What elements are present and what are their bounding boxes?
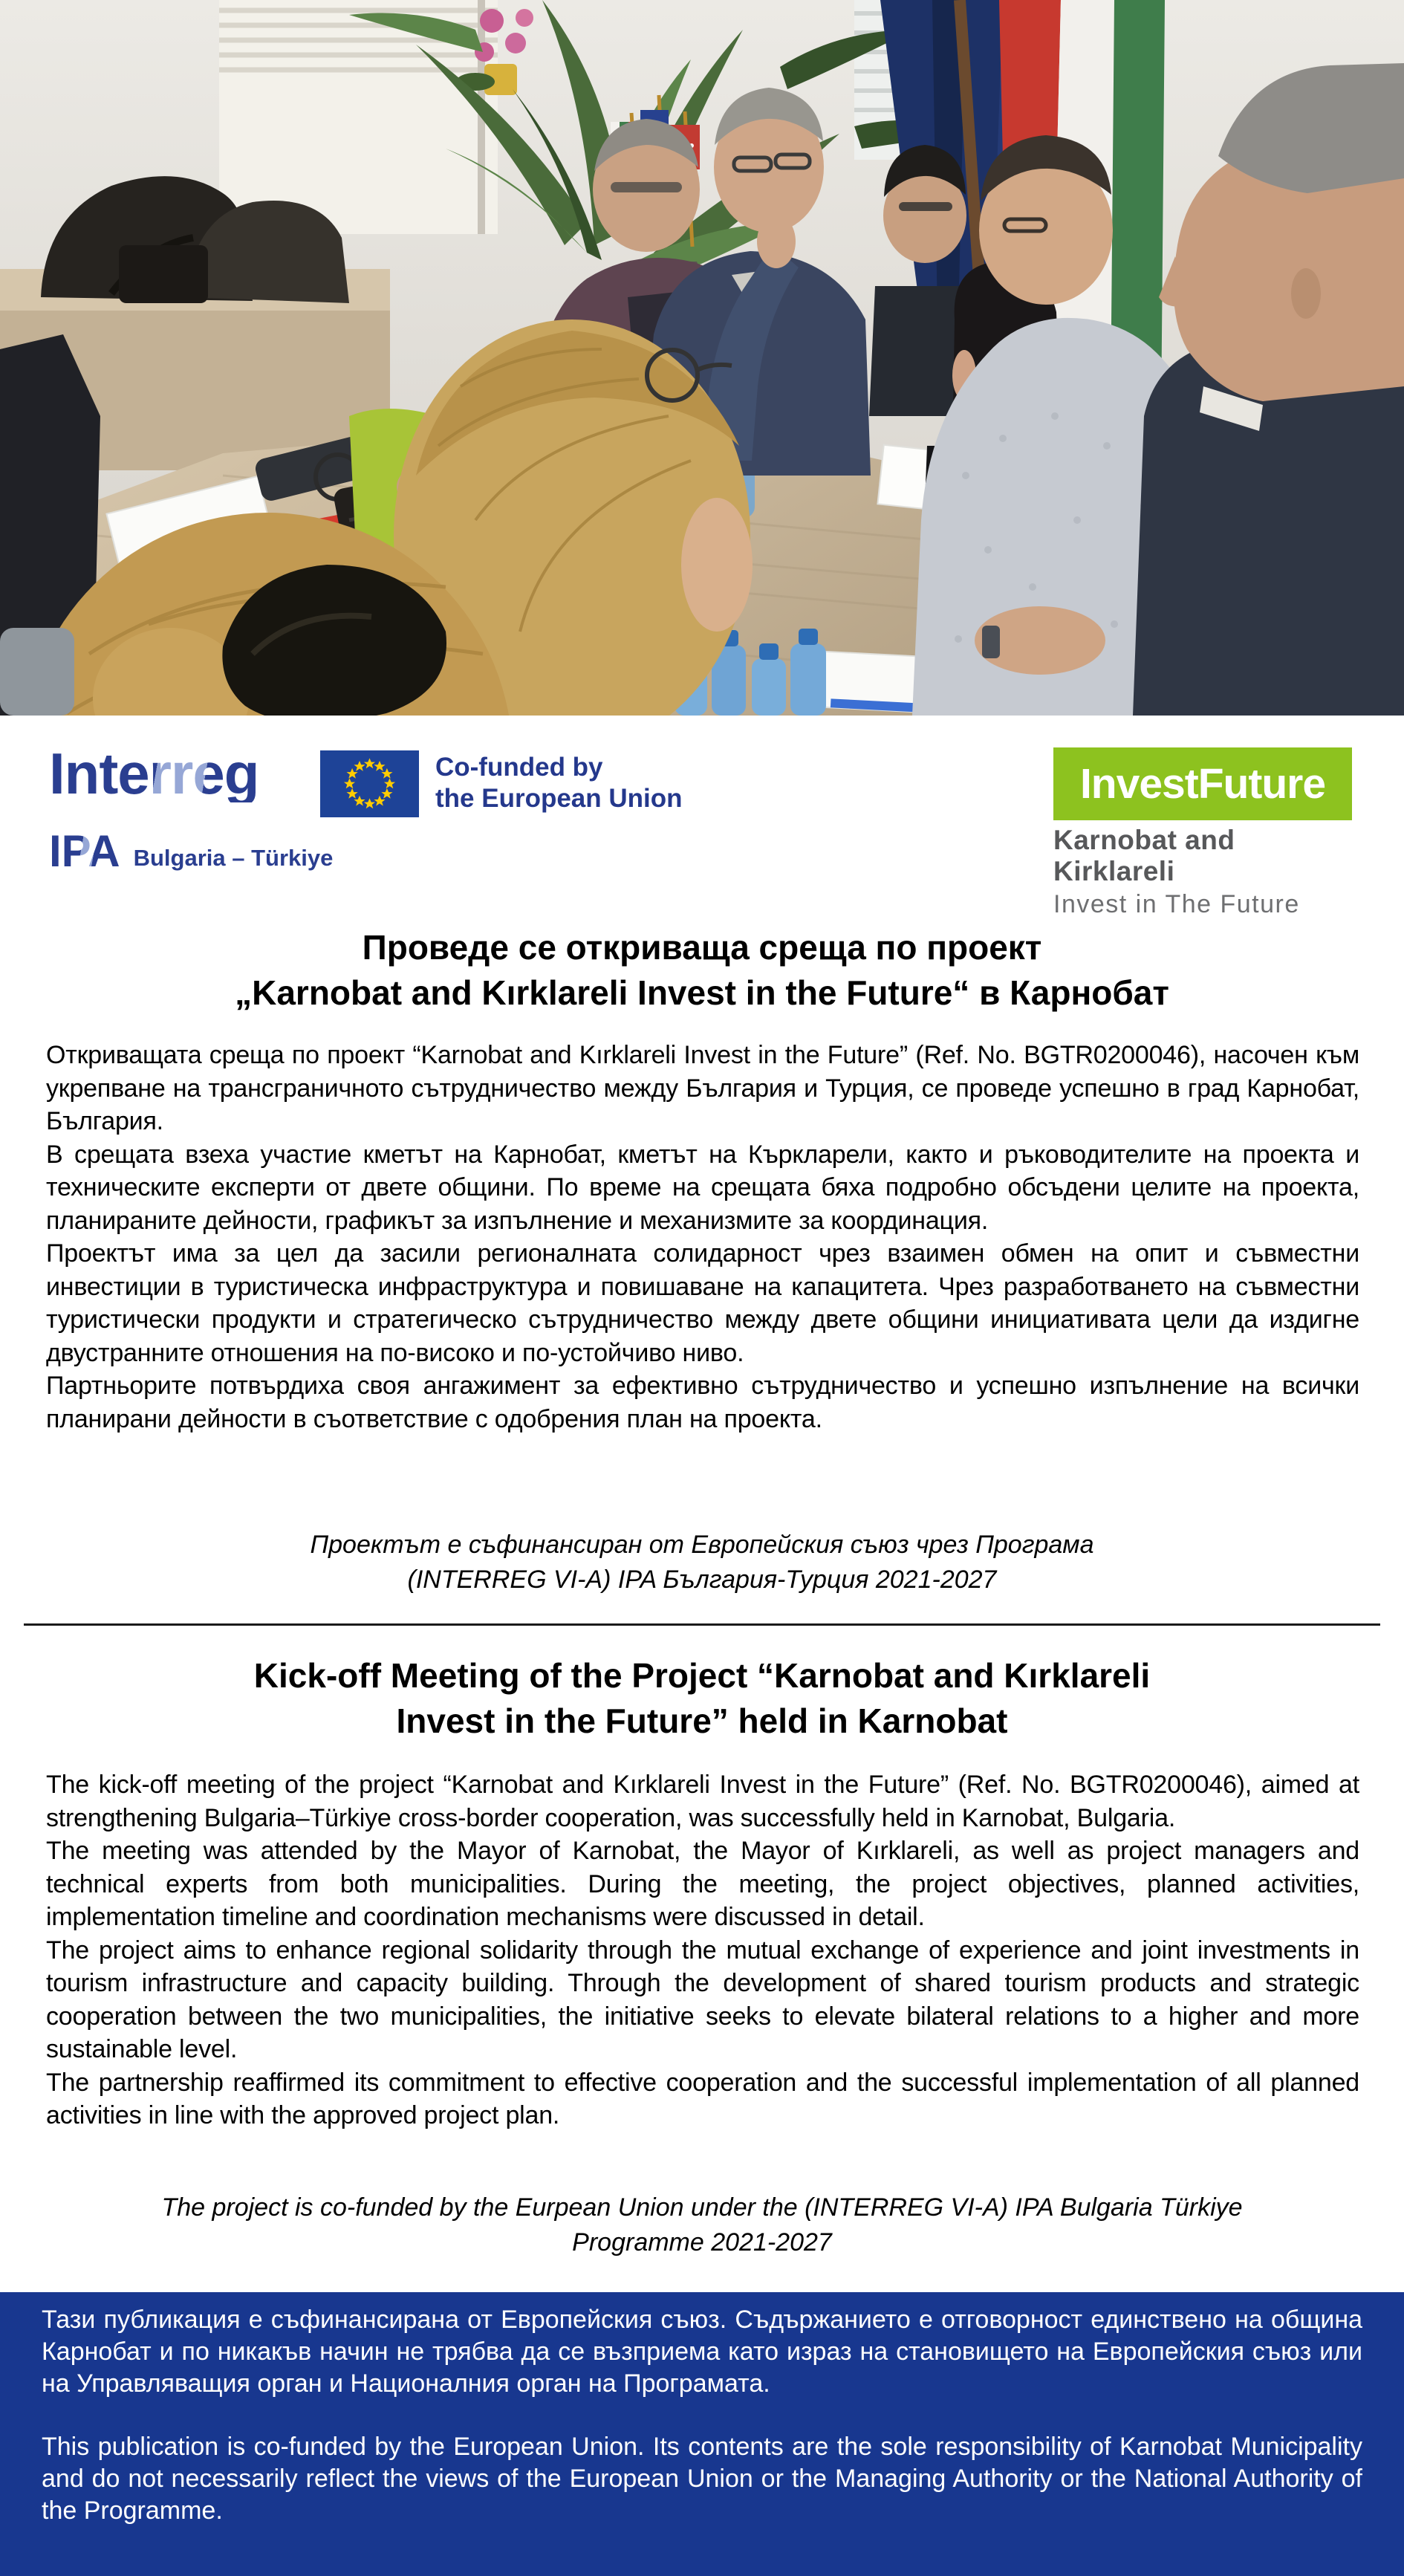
bulgarian-funding-note-line1: Проектът е съфинансиран от Европейския съюз чрез Програма (310, 1531, 1094, 1559)
english-heading (45, 1653, 1359, 1744)
english-paragraph: The kick-off meeting of the project “Karnobat and Kırklareli Invest in the Future” (Ref. No. BGTR0200046), aimed at strengthening Bulgaria–Türkiye cross-border cooperation, was successfully held in Karnobat, Bulgaria. (46, 1771, 1359, 1832)
investfuture-wordmark: InvestFuture (1053, 747, 1352, 820)
bulgarian-heading-line2: „Karnobat and Kırklareli Invest in the Future“ в Карнобат (235, 973, 1169, 1012)
english-funding-note-line1: The project is co-funded by the Eurpean Union under the (INTERREG VI-A) IPA Bulgaria Türkiye (161, 2193, 1243, 2222)
investfuture-subtitle: Karnobat and Kirklareli (1053, 825, 1235, 886)
eu-cofunded-line1: Co-funded by (435, 753, 603, 782)
english-paragraph: The partnership reaffirmed its commitment to effective cooperation and the successful implementation of all planned activities in line with the approved project plan. (46, 2068, 1359, 2129)
bulgarian-heading-line1: Проведе се откриваща среща по проект (362, 928, 1042, 967)
english-funding-note-line2: Programme 2021-2027 (572, 2228, 832, 2257)
ipa-wordmark: IPA (49, 826, 120, 876)
ipa-program-name: Bulgaria – Türkiye (133, 845, 334, 871)
logo-row (49, 741, 1359, 918)
disclaimer-english: This publication is co-funded by the European Union. Its contents are the sole responsibility of Karnobat Municipality and do not necessarily reflect the views of the European Union or the Managing Authority or the National Authority of the Programme. (42, 2433, 1362, 2525)
investfuture-logo (1053, 747, 1352, 919)
bulgarian-paragraph: В срещата взеха участие кметът на Карнобат, кметът на Къркларели, както и ръководителите на проекта и техническите експерти от двете общини. По време на срещата бяха подробно обсъдени целите на проекта, планираните дейности, графикът за изпълнение и механизмите за координация. (46, 1140, 1359, 1235)
bulgarian-funding-note (45, 1528, 1359, 1597)
bulgarian-paragraph: Откриващата среща по проект “Karnobat and Kırklareli Invest in the Future” (Ref. No. BGTR0200046), насочен към укрепване на трансграничното сътрудничество между България и Турция, се проведе успешно в град Карнобат, България. (46, 1041, 1359, 1135)
english-heading-line2: Invest in the Future” held in Karnobat (396, 1701, 1008, 1740)
english-heading-line1: Kick-off Meeting of the Project “Karnobat and Kırklareli (253, 1656, 1151, 1695)
ipa-program-line (49, 826, 334, 876)
interreg-ipa-logo (49, 741, 334, 876)
english-paragraph: The project aims to enhance regional solidarity through the mutual exchange of experience and joint investments in tourism infrastructure and capacity building. Through the development of shared tourism products and strategic cooperation between the two municipalities, the initiative seeks to elevate bilateral relations to a higher and more sustainable level. (46, 1936, 1359, 2063)
bulgarian-paragraph: Партньорите потвърдиха своя ангажимент за ефективно сътрудничество и успешно изпълнение на всички планирани дейности в съответствие с одобрения план на проекта. (46, 1372, 1359, 1433)
interreg-wordmark: Interreg (49, 744, 333, 802)
bulgarian-body (46, 1039, 1359, 1435)
eu-flag-icon (320, 750, 419, 817)
eu-cofunded-logo (320, 750, 683, 817)
disclaimer-footer (0, 2292, 1404, 2576)
bulgarian-paragraph: Проектът има за цел да засили регионалната солидарност чрез взаимен обмен на опит и съвместни инвестиции в туристическа инфраструктура и повишаване на капацитета. Чрез разработването на съвместни туристически продукти и стратегическо сътрудничество между двете общини инициативата цели да издигне двустранните отношения на по-високо и по-устойчиво ниво. (46, 1239, 1359, 1367)
english-body (46, 1768, 1359, 2132)
section-divider (24, 1623, 1380, 1626)
bulgarian-heading (45, 925, 1359, 1016)
disclaimer-bulgarian: Тази публикация е съфинансирана от Европейския съюз. Съдържанието е отговорност единствено на община Карнобат и по никакъв начин не трябва да се възприема като израз на становището на Европейския съюз или на Управляващия орган и Националния орган на Програмата. (42, 2306, 1362, 2398)
meeting-photo-illustration (0, 0, 1404, 716)
chair (0, 628, 74, 716)
eu-cofunded-text (435, 750, 683, 814)
english-paragraph: The meeting was attended by the Mayor of Karnobat, the Mayor of Kırklareli, as well as project managers and technical experts from both municipalities. During the meeting, the project objectives, planned activities, implementation timeline and coordination mechanisms were discussed in detail. (46, 1837, 1359, 1931)
investfuture-tagline: Invest in The Future (1053, 890, 1300, 918)
eu-cofunded-line2: the European Union (435, 784, 683, 813)
bulgarian-funding-note-line2: (INTERREG VI-A) IPA България-Турция 2021-2027 (407, 1566, 997, 1594)
meeting-photo (0, 0, 1404, 716)
english-funding-note (45, 2190, 1359, 2260)
